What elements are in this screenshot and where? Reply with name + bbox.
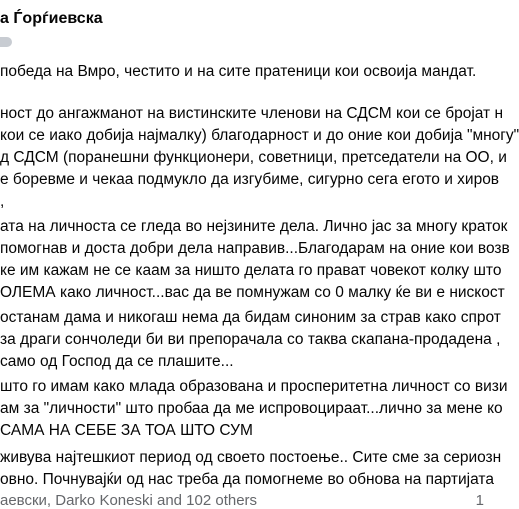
post-text-line: ност до ангажманот на вистинските членови на СДСМ кои се бројат н [0,105,504,122]
comment-count[interactable]: 1 [475,492,484,509]
post-text-line: живува најтешкиот период од своето постоење.. Сите сме за сериозн [0,449,502,466]
post-text-line: за драги сончоледи би ви препорачала со таква скапана-продадена , [0,331,501,348]
post-text-line: самo од Господ да се плашите... [0,353,234,370]
post-text-line: САМА НА СЕБЕ ЗА ТОА ШТО СУМ [0,422,253,439]
post-text-line: ОЛЕМА како личност...вас да ве помнужам со 0 малку ќе ви е нискост [0,284,505,301]
post-text-line: овно. Почнуваjќи од нас треба да помогнеме во обнова на партијата [0,471,494,488]
post-text-line: д СДСМ (поранешни функционери, советници, претседатели на ОО, и [0,149,507,166]
post-text-line: помогнав и доста добри дела направив...Благодарам на оние кои возв [0,240,510,257]
post-text-line: , [0,193,5,210]
post-text-line: останам дама и никогаш нема да бидам синоним за страв како спрот [0,309,501,326]
post-text-line: е боревме и чекаа подмукло да изгубиме, сигурно сега егото и хиров [0,171,500,188]
post-audience-icon [0,37,12,47]
reactions-summary[interactable]: аевски, Darko Koneski and 102 others [0,492,258,509]
post-text-line: ам за "личности" што пробаа да ме испровоцираат...лично за мене ко [0,400,503,417]
post-text-line: ке им кажам не се каам за ништо делата го прават човекот колку што [0,262,502,279]
post-author-name[interactable]: a Ѓорѓиевска [0,10,103,27]
post-text-line: што го имам како млада образована и просперитетна личност со визи [0,378,508,395]
post-text-line: победа на Вмро, честито и на сите пратеници кои освоија мандат. [0,63,477,80]
post-text-line: кои се иако добија најмалку) благодарност и до оние кои добија "многу" [0,127,519,144]
post-text-line: ата на личноста се гледа во нејзините дела. Лично јас за многу краток [0,218,508,235]
